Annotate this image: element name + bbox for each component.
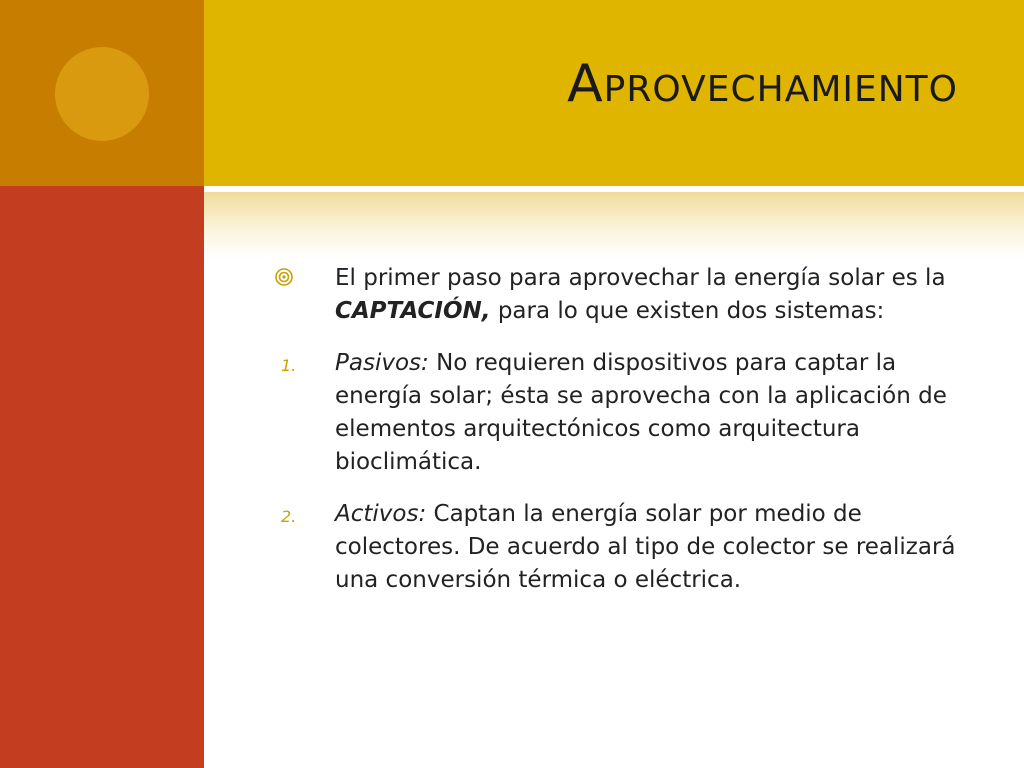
list-item-pasivos — [273, 347, 973, 479]
item-text: Captan la energía solar por medio de colectores. De acuerdo al tipo de colector se realizará una conversión térmica o eléctrica. — [335, 501, 956, 593]
decorative-circle — [55, 47, 149, 141]
slide-content — [273, 262, 973, 616]
list-item-activos — [273, 498, 973, 597]
side-bar — [0, 186, 204, 768]
intro-paragraph — [273, 262, 973, 328]
list-number: 1. — [281, 356, 297, 375]
item-text: No requieren dispositivos para captar la energía solar; ésta se aprovecha con la aplicación de elementos arquitectónicos como arquitectura bioclimática. — [335, 350, 947, 475]
intro-emphasis: CAPTACIÓN, — [335, 298, 491, 324]
item-term: Pasivos: — [335, 350, 429, 376]
intro-text-end: para lo que existen dos sistemas: — [490, 298, 885, 324]
slide-title: Aprovechamiento — [567, 54, 958, 114]
intro-text-start: El primer paso para aprovechar la energía solar es la — [335, 265, 946, 291]
gradient-band — [204, 192, 1024, 260]
list-number: 2. — [281, 507, 297, 526]
item-term: Activos: — [335, 501, 427, 527]
target-bullet-icon — [273, 262, 295, 295]
